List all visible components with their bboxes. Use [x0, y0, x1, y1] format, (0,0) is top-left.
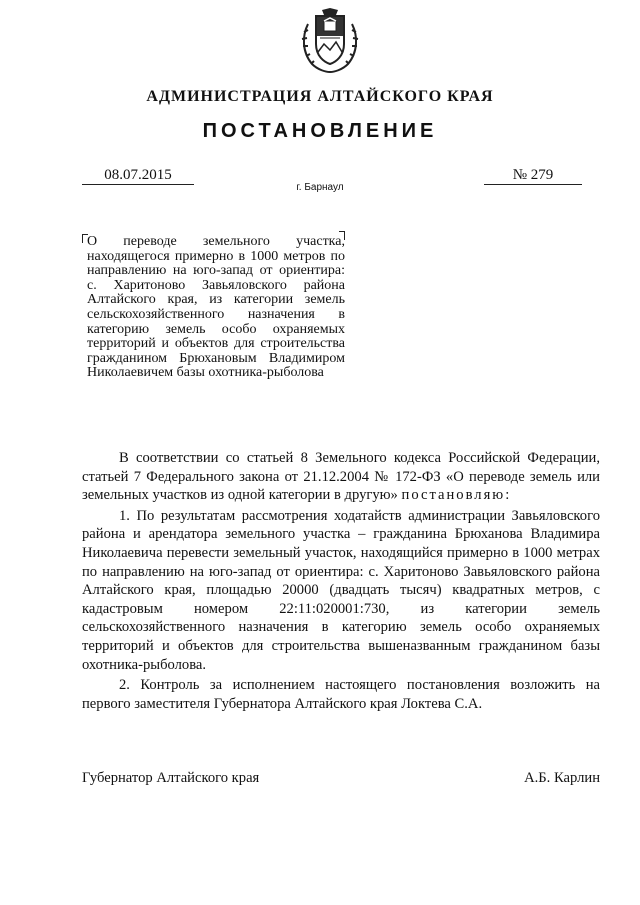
document-subject: О переводе земельного участка, находящегося примерно в 1000 метров по направлению на юго-запад от ориентира: с. Харитоново Завьяловского района Алтайского края, из категории земель сельскохозяйственного назначения в категорию земель особо охраняемых территорий и объектов для строительства гражданином Брюхановым Владимиром Николаевичем базы охотника-рыболова — [87, 234, 345, 381]
altai-krai-coat-of-arms-icon — [300, 6, 360, 74]
signatory-title: Губернатор Алтайского края — [82, 770, 260, 786]
document-body — [82, 449, 600, 715]
document-date: 08.07.2015 — [82, 166, 194, 185]
preamble-text: В соответствии со статьей 8 Земельного кодекса Российской Федерации, статьей 7 Федерального закона от 21.12.2004 № 172-ФЗ «О переводе земель или земельных участков из одной категории в другую» — [82, 450, 600, 504]
resolve-word: постановляю: — [401, 487, 512, 504]
organization-name: АДМИНИСТРАЦИЯ АЛТАЙСКОГО КРАЯ — [146, 88, 494, 105]
signatory-name: А.Б. Карлин — [524, 770, 600, 786]
document-type: ПОСТАНОВЛЕНИЕ — [202, 120, 438, 142]
item-2-paragraph: 2. Контроль за исполнением настоящего постановления возложить на первого заместителя Губернатора Алтайского края Локтева С.А. — [82, 677, 600, 712]
preamble-paragraph — [82, 449, 600, 505]
document-number: № 279 — [484, 166, 582, 185]
item-1-paragraph: 1. По результатам рассмотрения ходатайств администрации Завьяловского района и арендатора земельного участка – гражданина Брюханова Владимира Николаевича перевести земельный участок, находящийся примерно в 1000 метрах по направлению на юго-запад от ориентира: с. Харитоново Завьяловского района Алтайского края, площадью 20000 (двадцать тысяч) квадратных метров, с кадастровым номером 22:11:020001:730, из категории земель сельскохозяйственного назначения в категорию земель особо охраняемых территорий и объектов для строительства вышеназванным гражданином базы охотника-рыболова. — [82, 507, 600, 673]
document-city: г. Барнаул — [296, 182, 344, 193]
